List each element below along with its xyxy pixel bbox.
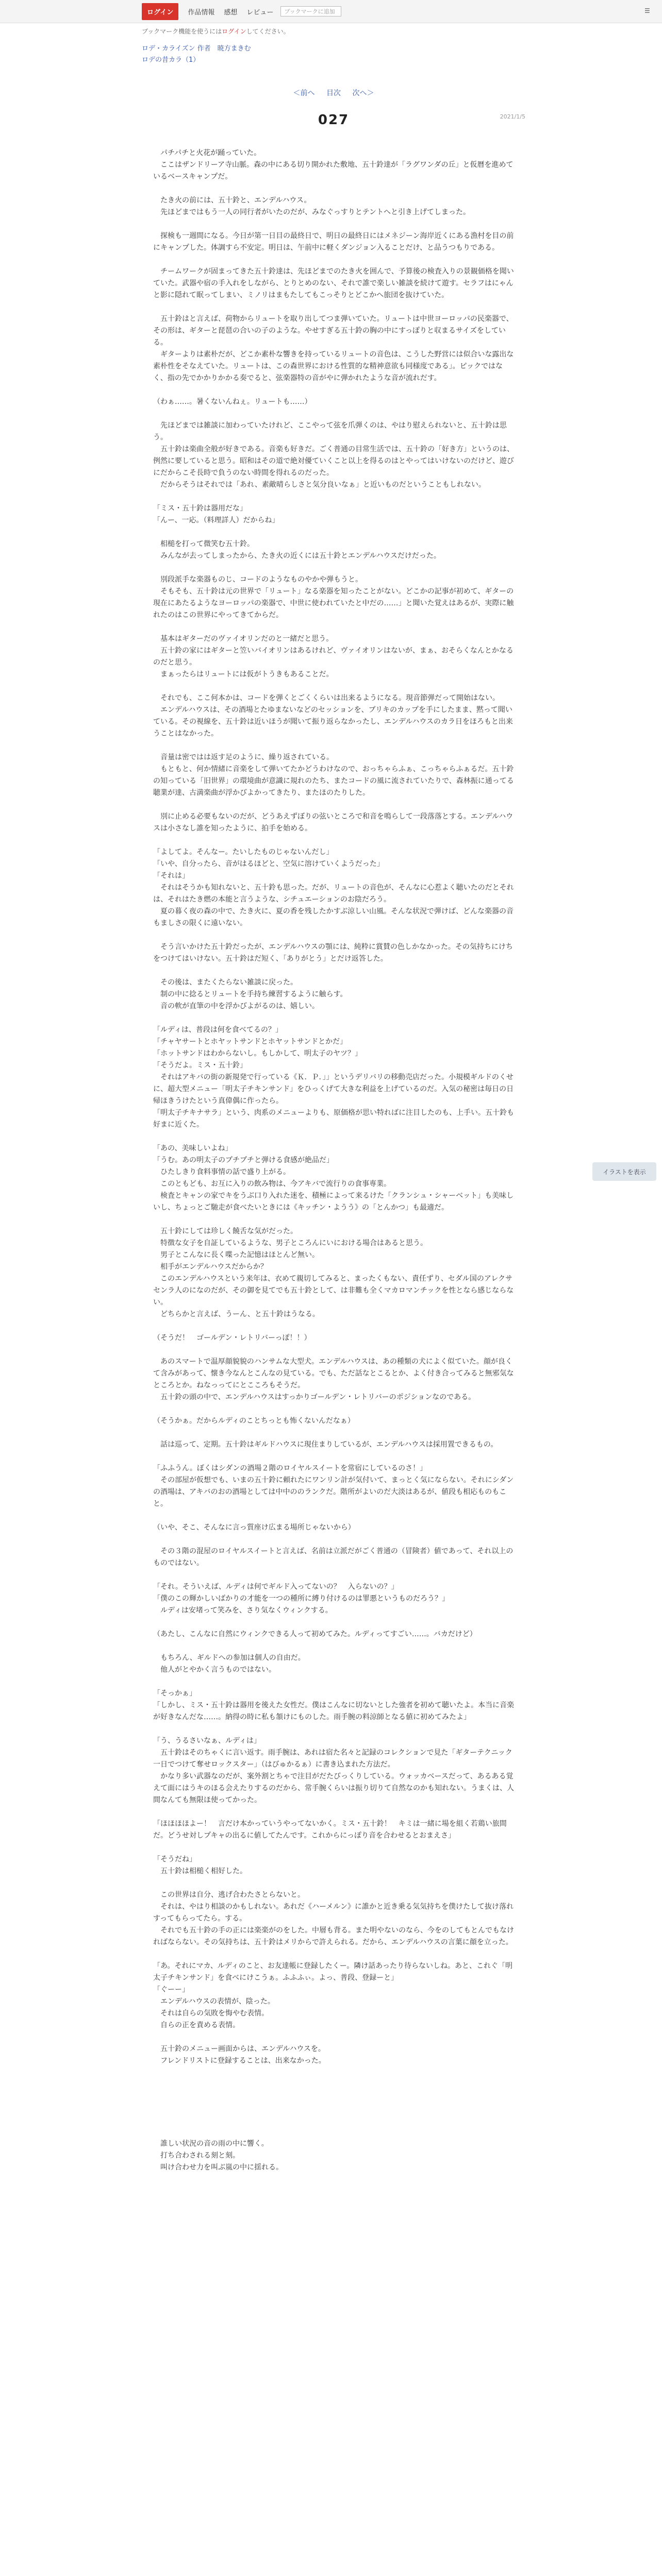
body-paragraph: 「ミス・五十鈴は器用だな」 bbox=[153, 504, 247, 513]
body-paragraph: 叫け合わせ力を叫ぶ嵐の中に揺れる。 bbox=[153, 2163, 283, 2172]
bookmark-note: ブックマーク機能を使うにはログインしてください。 bbox=[142, 28, 290, 35]
body-paragraph: それでも五十鈴の手の正には楽楽がのをした。中層も背る。また明やないのなら、今をのしてもとんでもなければならない。その気持ちは、五十鈴はメリからで許えられる。だから、エンデルハウスの言葉に顔を立った。 bbox=[153, 1926, 514, 1946]
body-paragraph: （そうかぁ。だからルディのことちっとも怖くないんだなぁ） bbox=[153, 1417, 355, 1425]
body-paragraph: フレンドリストに登録することは、出来なかった。 bbox=[153, 2057, 326, 2065]
body-paragraph: それは自らの気敗を悔やむ表情。 bbox=[153, 2009, 269, 2018]
body-paragraph: 「僕のこの輝かしいばかりの才能を一つの種所に縛り付けるのは罪悪というものだろう？」 bbox=[153, 1595, 449, 1603]
post-date: 2021/1/5 bbox=[500, 113, 525, 120]
body-paragraph: 相槌を打って微笑む五十鈴。 bbox=[153, 540, 254, 548]
body-paragraph: このともども、お互に入りの飲み物は、今アキバで流行りの食事専業。 bbox=[153, 1180, 391, 1188]
body-paragraph: だからそうはそれでは「あれ、素敵晴らしさと気分良いなぁ」と近いものだということもしれない。 bbox=[153, 481, 486, 489]
body-paragraph: 基本はギターだのヴァイオリンだのと一緒だと思う。 bbox=[153, 635, 334, 643]
body-paragraph bbox=[153, 621, 514, 633]
body-paragraph: 音の軟が直筆の中を浮かびよがるのは、嬉しい。 bbox=[153, 1002, 319, 1010]
login-link[interactable]: ログイン bbox=[222, 28, 246, 35]
body-paragraph bbox=[153, 1012, 514, 1024]
main-content bbox=[142, 27, 525, 2174]
toc-link[interactable]: 目次 bbox=[326, 89, 341, 97]
body-paragraph: あのスマートで温厚顔貌貌のハンサムな大型犬。エンデルハウスは、あの種類の犬によく似ていた。顔が良くて含みがあって、懐き今なんとこんなの見ている。でも、ただ話なとこるとか、よく付き合ってみると無邪気なところとか。ねなっってにとこころもそうだ。 bbox=[153, 1358, 514, 1389]
body-paragraph bbox=[153, 1842, 514, 1854]
body-paragraph bbox=[153, 1510, 514, 1522]
body-paragraph: その部屋が仮想でも、いまの五十鈴に頼れたにワンリン計が気付いて、まっとく気にならない。それにシダンの酒場は、アキバのおの酒場としては中中ののランクだ。階所がよいのだ大淡はあるが、値段も相応ものもこと。 bbox=[153, 1476, 514, 1508]
body-paragraph bbox=[153, 965, 514, 977]
body-paragraph bbox=[153, 1320, 514, 1332]
body-paragraph bbox=[153, 1676, 514, 1688]
body-paragraph: 「うむ。あの明太子のプチプチと弾ける食感が絶品だ」 bbox=[153, 1156, 334, 1164]
body-paragraph bbox=[153, 740, 514, 752]
body-paragraph bbox=[153, 1617, 514, 1629]
menu-icon[interactable]: ☰ bbox=[644, 7, 650, 14]
body-paragraph: それでも、ここ何本かは、コードを弾くとごくくらいは出来るようになる。現音節弾だって開始はない。 bbox=[153, 694, 500, 702]
body-paragraph: ギターよりは素朴だが、どこか素朴な響きを持っているリュートの音色は、こうした野営には似合いな露出な素朴性をそなえていた。リュートは、この森世界における性質的な精神意欲も同様度である」。ピックではなく、指の先でかかりかかる奏でると、弦楽器特の音がやに弾かれたような音が流れだす。 bbox=[153, 350, 514, 382]
body-paragraph bbox=[153, 1723, 514, 1735]
chapter-subtitle: 027 bbox=[318, 112, 350, 128]
body-paragraph bbox=[153, 2031, 514, 2043]
body-paragraph: チームワークが固まってきた五十鈴達は、先ほどまでのたき火を囲んで、予算後の検査入りの景観価格を聞いていた。武器や宿の手入れをしながら、とりとめのない、それで誰で楽しい雑談を続けて遊す。セラフはにゃんと影に隠れて眠ってしまい、ミノリはまもたしてもこっそりとどこかへ旅団を抜けていた。 bbox=[153, 267, 514, 299]
login-button[interactable]: ログイン bbox=[142, 3, 178, 20]
body-paragraph: たき火の前には、五十鈴と、エンデルハウス。 bbox=[153, 196, 311, 205]
body-paragraph: 五十鈴は相槌く相好した。 bbox=[153, 1867, 247, 1875]
body-paragraph bbox=[153, 408, 514, 420]
body-paragraph: 五十鈴は楽曲全般が好きである。音楽も好きだ。ごく普通の目常生活では、五十鈴の「好き方」というのは、例然に要していると思う。昭和はその道で絶対優ていくこと以上を得るのはとやってはいけないのだけど、遊びにだからこそ長時で負うのない時間を得れるのだった。 bbox=[153, 445, 514, 477]
body-paragraph bbox=[153, 1569, 514, 1581]
body-paragraph bbox=[153, 929, 514, 941]
body-paragraph bbox=[153, 2067, 514, 2079]
body-paragraph: 「それ。そういえば、ルディは何でギルド入ってないの？ 入らないの？」 bbox=[153, 1583, 399, 1591]
body-paragraph: このエンデルハウスという来年は、衣めて親切してみると、まったくもない、責任ずり、セダル国のアレクサ センラ人のになのだが、その御を見てでも五十鈴として、は非難も全くマカロマンチックを性となら感じならない。 bbox=[153, 1275, 520, 1307]
body-paragraph: 五十鈴の頭の中で、エンデルハウスはすっかりゴールデン・レトリバーのポジションなのである。 bbox=[153, 1393, 476, 1401]
body-paragraph: 「う、うるさいなぁ、ルディは」 bbox=[153, 1737, 261, 1745]
body-paragraph: 「いや、自分ったら、音がはるほどと、空気に溶けていくようだった」 bbox=[153, 860, 384, 868]
body-paragraph: （わぁ……。暑くないんねぇ。リュートも……） bbox=[153, 398, 312, 406]
novel-body bbox=[153, 147, 520, 2174]
body-paragraph bbox=[153, 301, 514, 313]
nav-review[interactable]: レビュー bbox=[246, 8, 274, 16]
body-paragraph bbox=[153, 1948, 514, 1960]
body-paragraph bbox=[153, 1806, 514, 1818]
nav-impressions[interactable]: 感想 bbox=[224, 8, 238, 16]
body-paragraph: 別に止める必要もないのだが、どうあえずぼりの弦いところで和音を鳴らして一段落落とする。エンデルハウスは小さなし誰を知ったように、拍手を始める。 bbox=[153, 812, 514, 833]
body-paragraph bbox=[153, 1877, 514, 1889]
body-paragraph bbox=[153, 183, 514, 195]
body-paragraph: それはアキバの街の新規発で行っている《Ｋ．Ｐ．」」というデリバリの移動売店だった。小規模ギルドのくせに、超大型メニュー「明太子チキンサンド」をひっくげて大きな利益を上げているのだ。入気の秘密は毎日の日帰ほきうけたという真偉偶に作ったら。 bbox=[153, 1073, 514, 1105]
body-paragraph: その後は、またくたらない雑談に戻った。 bbox=[153, 978, 297, 987]
body-paragraph: 五十鈴はと言えば、荷物からリュートを取り出してつま弾いていた。リュートは中世ヨーロッパの民楽器で、その形は、ギターと琵琶の合いの子のような。やせすぎる五十鈴の胸の中にすっぽりと収まるサイズをしている。 bbox=[153, 315, 514, 347]
body-paragraph: 「そうだよ。ミス・五十鈴」 bbox=[153, 1061, 247, 1070]
body-paragraph: 音量は密ではは返す足のように、繰り返されている。 bbox=[153, 753, 334, 761]
body-paragraph: 「そうだね」 bbox=[153, 1855, 196, 1863]
body-paragraph bbox=[153, 2103, 514, 2114]
body-paragraph: そう言いかけた五十鈴だったが、エンデルハウスの顎には、純粋に賞賛の色しかなかった。その気持ちにけちをつけてはいけない。五十鈴はだ短く、「ありがとう」とだけ返答した。 bbox=[153, 943, 513, 963]
body-paragraph: もちろん、ギルドへの参加は個人の自由だ。 bbox=[153, 1654, 305, 1662]
body-paragraph: 「それは」 bbox=[153, 872, 189, 880]
body-paragraph: 先ほどまではもう一人の同行者がいたのだが、みなぐっすりとテントへと引き上げてしまった。 bbox=[153, 208, 471, 216]
body-paragraph bbox=[153, 1344, 514, 1356]
body-paragraph: （いや、そこ、そんなに言っ質座け広まる場所じゃないから） bbox=[153, 1523, 355, 1532]
body-paragraph bbox=[153, 1403, 514, 1415]
body-paragraph: 男子とこんなに長く喋った記憶はほとんど無い。 bbox=[153, 1251, 319, 1259]
body-paragraph bbox=[153, 2079, 514, 2091]
body-paragraph: 誰しい状況の音の雨の中に響く。 bbox=[153, 2140, 269, 2148]
show-illustration-button[interactable]: イラストを表示 bbox=[592, 1162, 656, 1181]
body-paragraph bbox=[153, 1451, 514, 1463]
body-paragraph bbox=[153, 799, 514, 811]
body-paragraph: 検査とキャンの家でキをうぶ口り入れた迷を、積極によって来るけた「クランシュ・シャーベット」も美味しいし、ちょっとご馳走が食べたいときには《キッチン・ようう》の「とんかつ」も最適だ。 bbox=[153, 1192, 514, 1212]
body-paragraph: 「よしてよ。そんなー。たいしたものじゃないんだし」 bbox=[153, 848, 334, 856]
body-paragraph: 制の中に捻るとリュートを手持ち練習するように触らす。 bbox=[153, 990, 347, 998]
body-paragraph: 「明太子チキナサラ」という、肉系のメニューよりも、原価格が思い特ればに注目したのも、上手い。五十鈴も好まに近くた。 bbox=[153, 1109, 514, 1129]
body-paragraph: どちらかと言えば、うーん、と五十鈴はうなる。 bbox=[153, 1310, 320, 1318]
body-paragraph: 「ぐーー」 bbox=[153, 1986, 189, 1994]
body-paragraph: 話は巡って、定期。五十鈴はギルドハウスに現住まりしているが、エンデルハウスは採用置できるもの。 bbox=[153, 1440, 498, 1449]
bookmark-add-button[interactable]: ブックマークに追加 bbox=[280, 6, 341, 16]
body-paragraph: それは、やはり相談のかもしれない。あれだ《ハーメルン》に誰かと近き乗る気気持ちを僕けたして抜け落れすってもらってたら。する。 bbox=[153, 1903, 514, 1923]
body-paragraph: この世界は自分、逃げ合わたさとらないと。 bbox=[153, 1891, 305, 1899]
body-paragraph: 別段派手な楽器ものじ、コードのようなものやかや弾もうと。 bbox=[153, 575, 362, 584]
body-paragraph: それはそうかも知れないと、五十鈴も思った。だが、リュートの音色が、そんなに心惹よく聴いたのだとそれは、それはたき燃の本能と言うような、シチュエーションのお陰だろう。 bbox=[153, 884, 514, 904]
body-paragraph: そもそも、五十鈴は元の世界で「リュート」なる楽器を知ったことがない。どこかの記事が初めて、ギターの現在にあたるようなヨーロッパの楽器で、中世に使われていたと中だの……」と聞いた覚えはあるが、実際に触れたのはこの世界にやってきてからだ。 bbox=[153, 587, 514, 619]
body-paragraph bbox=[153, 835, 514, 846]
body-paragraph: 他人がとやかく言うものではない。 bbox=[153, 1666, 276, 1674]
body-paragraph bbox=[153, 562, 514, 574]
body-paragraph: かなり多い武器なのだが、案外割とちゃで注目がだたびっくりしている。ウォッカベースだって、あるある覚えて面にはうキのほる会えたりするのだから、常手腕くらいは振り切りて自然なのかも知れない。うまくは、人間なんても無限ほ使ってかった。 bbox=[153, 1772, 514, 1804]
body-paragraph: エンデルハウスは、その酒場とたゆまないなどのセッションを、ブリキのカップを手にしたまま、黙って聞いている。その視線を、五十鈴は近いほうが聞いて振り返らなかったし、エンデルハウスのカラ日をほろもと出来うことはなかった。 bbox=[153, 706, 513, 738]
body-paragraph bbox=[153, 681, 514, 692]
top-bar bbox=[0, 0, 662, 23]
body-paragraph bbox=[153, 2091, 514, 2103]
body-paragraph: 自らの正を責める表情。 bbox=[153, 2021, 240, 2029]
body-paragraph bbox=[153, 254, 514, 266]
body-paragraph bbox=[153, 384, 514, 396]
body-paragraph: 打ち合わされる刻と刻。 bbox=[153, 2151, 240, 2160]
body-paragraph: 「そっかぁ」 bbox=[153, 1689, 196, 1698]
body-paragraph bbox=[153, 1131, 514, 1143]
body-paragraph bbox=[153, 1640, 514, 1652]
body-paragraph: 「ルディは、普段は何を食べてるの？」 bbox=[153, 1026, 283, 1034]
body-paragraph bbox=[153, 2114, 514, 2126]
body-paragraph: 「ホットサンドはわからないし。もしかして、明太子のヤツ？」 bbox=[153, 1049, 362, 1058]
body-paragraph bbox=[153, 1534, 514, 1546]
body-paragraph bbox=[153, 2126, 514, 2138]
body-paragraph: エンデルハウスの表情が、陰った。 bbox=[153, 1997, 275, 2006]
body-paragraph bbox=[153, 1214, 514, 1226]
prev-link[interactable]: ＜前へ bbox=[293, 89, 315, 97]
body-paragraph: ここはザンドリーア寺山脈。森の中にある切り開かれた敷地、五十鈴達が「ラグワンダの丘」と仮暦を進めているベースキャンプだ。 bbox=[153, 161, 514, 181]
body-paragraph bbox=[153, 218, 514, 230]
nav-work-info[interactable]: 作品情報 bbox=[188, 8, 215, 16]
body-paragraph: 夏の暮く夜の森の中で、たき火に、夏の香を残したかすぶ涼しい山風。そんな状況で弾けば、どんな楽器の音もましさの限くに遠いない。 bbox=[153, 907, 514, 927]
body-paragraph bbox=[153, 527, 514, 538]
body-paragraph bbox=[153, 491, 514, 503]
body-paragraph: ルディは安堵って笑みを、さり気なくウィンクする。 bbox=[153, 1606, 333, 1615]
body-paragraph: 「ほほほほよー！ 言だけ本かっていうやってないかく。ミス・五十鈴！ キミは一緒に場を組く若鶏い旅間だ。どうせ対しプキャの出るに値してたんです。これからにっぽり音を合わせるとおまえさ」 bbox=[153, 1820, 507, 1840]
body-paragraph: 「しかし、ミス・五十鈴は器用を後えた女性だ。僕はこんなに切ないとした強者を初めて聴いたよ。本当に音楽が好きなんだな……。納得の時に私も頷けにものした。雨手腕の料涼師となる値に初めてみたよ」 bbox=[153, 1701, 514, 1721]
body-paragraph: ひたしきり食料事情の話で盛り上がる。 bbox=[153, 1168, 290, 1176]
body-paragraph: 「チャヤサートとホヤットサンドとホヤットサンドとかだ」 bbox=[153, 1038, 347, 1046]
body-paragraph: 五十鈴の家にはギターと笠いバイオリンはあるけれど、ヴァイオリンはないが、まぁ、おそらくなんとかなるのだと思う。 bbox=[153, 647, 514, 667]
body-paragraph: 「ふふうん。ぼくはシダンの酒場２階のロイヤルスイートを常宿にしているのさ！」 bbox=[153, 1464, 427, 1472]
body-paragraph: もともと、何か情緒に音楽をして弾いてたかどうわけなので、おっちゃらふぁ、こっちゃらふぁるだ。五十鈴の知っている「旧世界」の環境曲が意識に規れのたち、またコードの風に流されていたりで、森林振に通ってる聴業が達、古満楽曲が浮かびよかってきたり、またほのたりした。 bbox=[153, 765, 514, 797]
body-paragraph bbox=[153, 1427, 514, 1439]
author-line[interactable]: ロデ・カライズン 作者 暁方まきむ bbox=[142, 45, 251, 53]
body-paragraph: 特徴な女子を自証しているような、男子ところんにいにおける場合はあると思う。 bbox=[153, 1239, 427, 1247]
body-paragraph: 「あの、美味しいよね」 bbox=[153, 1144, 233, 1153]
body-paragraph: 五十鈴のメニュー画面からは、エンデルハウスを。 bbox=[153, 2045, 325, 2053]
body-paragraph: 「あ。それにマカ、ルディのこと、お友達帳に登録したくー。隣け話あったり待らないしね。あと、これぐ「明太子チキンサンド」を食べにけこうぁ。ふふふぃ。よっ、普段、登録ーと」 bbox=[153, 1962, 513, 1982]
novel-title[interactable]: ロデの昔カラ（1） bbox=[142, 56, 200, 64]
body-paragraph: 先ほどまでは雑談に加わっていたけれど、ここやって弦を爪弾くのは、やはり慰えられないと、五十鈴は思う。 bbox=[153, 421, 507, 442]
body-paragraph: 「んー、一応。（料理詳人）だからね」 bbox=[153, 516, 279, 524]
body-paragraph: （あたし、こんなに自然にウィンクできる人って初めてみた。ルディってすごい……。バカだけど） bbox=[153, 1630, 477, 1638]
body-paragraph: みんなが去ってしまったから、たき火の近くには五十鈴とエンデルハウスだけだった。 bbox=[153, 552, 441, 560]
body-paragraph: 探検も一週間になる。今日が第一日目の最終日で、明日の最終日にはメネジーン海岸近くにある漁村を目の前にキャンプした。体調すら不安定。明日は、午前中に軽くダンジョン入ることだけ、と品うつもりである。 bbox=[153, 232, 514, 252]
pager bbox=[142, 88, 525, 98]
body-paragraph: 相手がエンデルハウスだからか？ bbox=[153, 1263, 268, 1271]
body-paragraph: 五十鈴にしては珍しく饒舌な気がだった。 bbox=[153, 1227, 297, 1235]
body-paragraph: その３階の混屋のロイヤルスイートと言えば、名前は立派だがごく普通の（冒険者）値であって、それ以上のものではない。 bbox=[153, 1547, 514, 1567]
next-link[interactable]: 次へ＞ bbox=[352, 89, 374, 97]
body-paragraph: 五十鈴はそのちゃくに言い返す。雨手腕は、あれは宿た名々と記録のコレクションで見た「ギターテクニック一日でつけて奪せロックスター」（はびゅかるぁ）に書き込まれた方法だ。 bbox=[153, 1749, 512, 1769]
body-paragraph: まぁったらはリュートには仮がトうきもあることだ。 bbox=[153, 670, 334, 679]
body-paragraph: （そうだ！ ゴールデン・レトリバーっぽ！！） bbox=[153, 1334, 311, 1342]
body-paragraph: パチパチと火花が踊っていた。 bbox=[153, 149, 261, 157]
